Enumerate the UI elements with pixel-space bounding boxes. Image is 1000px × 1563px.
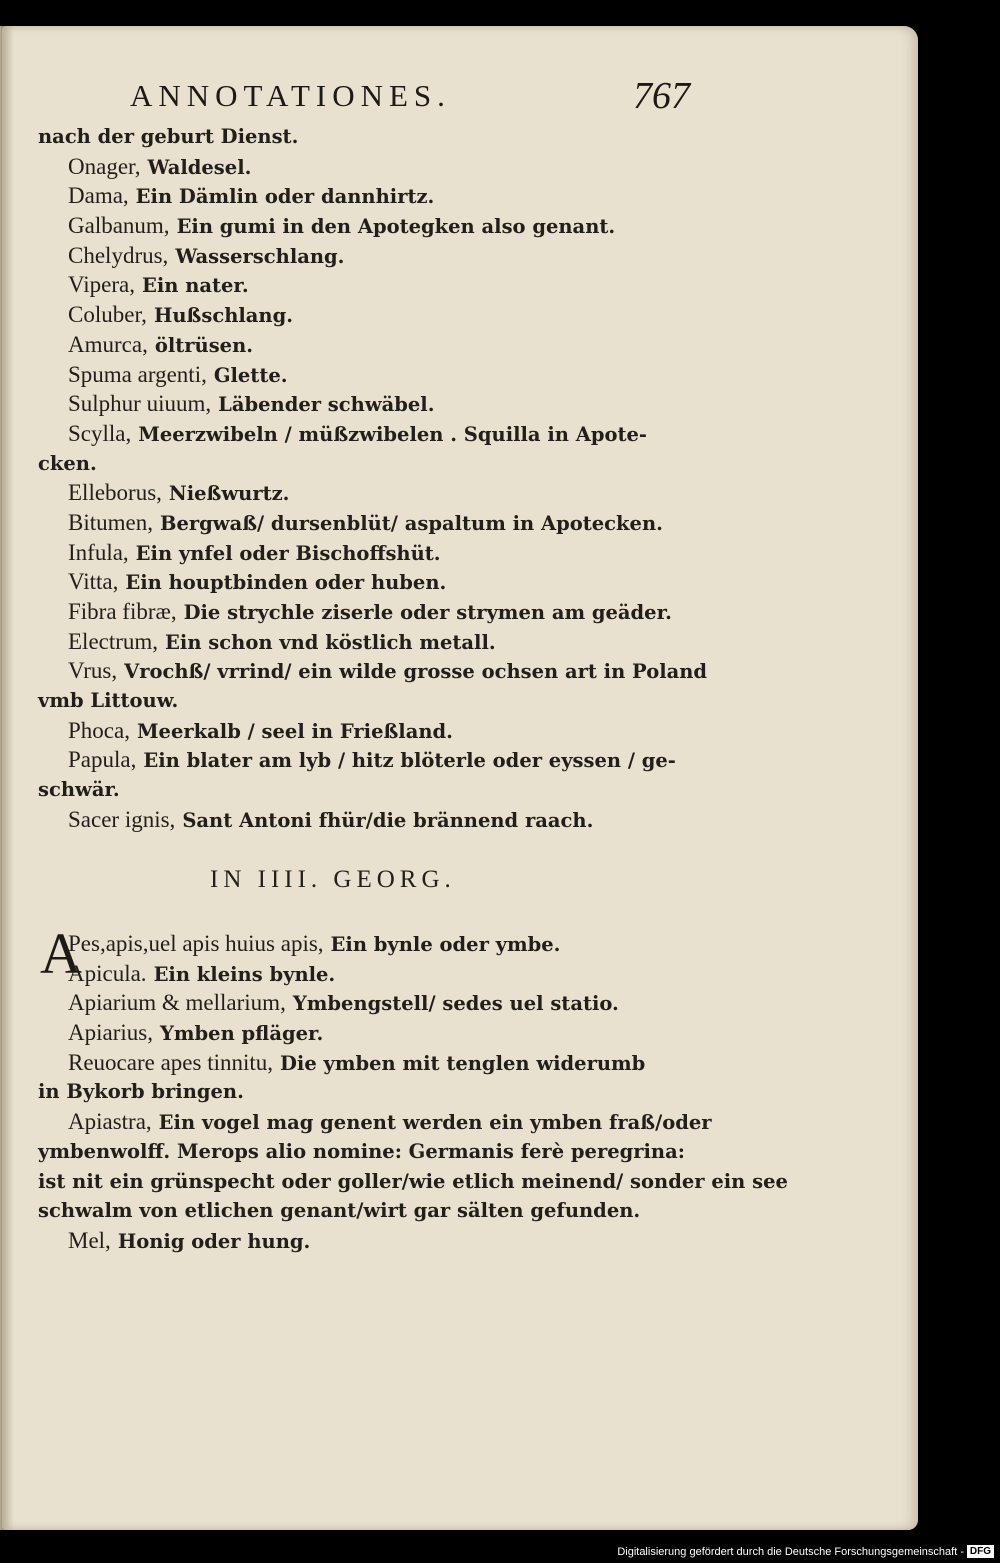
- latin-term: Mel,: [68, 1227, 111, 1253]
- glossary-line: [38, 419, 698, 449]
- glossary-line: [38, 686, 698, 716]
- latin-term: Bitumen,: [68, 509, 153, 535]
- latin-term: Chelydrus,: [68, 242, 169, 268]
- german-gloss: Vrochß/ vrrind/ ein wilde grosse ochsen art in Poland: [124, 660, 708, 684]
- latin-term: Sulphur uiuum,: [68, 391, 212, 417]
- glossary-line: [38, 478, 698, 508]
- german-gloss: ymbenwolff. Merops alio nomine: Germanis ferè peregrina:: [38, 1139, 685, 1163]
- latin-term: Elleborus,: [68, 480, 162, 506]
- glossary-line: [38, 1048, 698, 1078]
- glossary-line: [38, 508, 698, 538]
- glossary-line: [38, 1018, 698, 1048]
- german-gloss: öltrüsen.: [154, 333, 254, 357]
- german-gloss: Ein kleins bynle.: [153, 962, 336, 986]
- german-gloss: Ein Dämlin oder dannhirtz.: [135, 185, 435, 209]
- glossary-line: [38, 988, 698, 1018]
- german-gloss: Glette.: [213, 363, 288, 387]
- glossary-line: [38, 775, 698, 805]
- latin-term: Infula,: [68, 539, 129, 565]
- latin-term: Papula,: [68, 747, 137, 773]
- dfg-logo: DFG: [967, 1545, 994, 1558]
- german-gloss: nach der geburt Dienst.: [38, 125, 299, 148]
- latin-term: Vrus,: [68, 658, 118, 684]
- german-gloss: Ein gumi in den Apotegken also genant.: [176, 215, 616, 239]
- latin-term: Electrum,: [68, 628, 159, 654]
- glossary-line: [38, 360, 698, 390]
- german-gloss: Ein blater am lyb / hitz blöterle oder eyssen / ge-: [143, 749, 676, 773]
- digitization-credit: Digitalisierung gefördert durch die Deutsche Forschungsgemeinschaft -: [617, 1546, 964, 1558]
- glossary-line: [38, 1077, 698, 1107]
- german-gloss: schwär.: [38, 778, 120, 802]
- latin-term: Scylla,: [68, 420, 132, 446]
- german-gloss: Ein vogel mag genent werden ein ymben fraß/oder: [158, 1111, 712, 1135]
- glossary-line: [38, 449, 698, 479]
- german-gloss: schwalm von etlichen genant/wirt gar sälten gefunden.: [38, 1199, 641, 1223]
- latin-term: Vipera,: [68, 272, 135, 298]
- german-gloss: Waldesel.: [147, 155, 252, 179]
- glossary-line: [38, 1107, 712, 1137]
- latin-term: Apicula.: [68, 960, 147, 986]
- latin-term: Spuma argenti,: [68, 361, 207, 387]
- glossary-line: [38, 270, 698, 300]
- german-gloss: in Bykorb bringen.: [38, 1080, 244, 1104]
- section-heading: IN IIII. GEORG.: [210, 866, 456, 893]
- glossary-line: [38, 300, 698, 330]
- glossary-line: [38, 959, 698, 989]
- german-gloss: Die ymben mit tenglen widerumb: [280, 1051, 646, 1075]
- glossary-line: [38, 597, 698, 627]
- latin-term: Vitta,: [68, 569, 119, 595]
- glossary-line: [38, 1137, 698, 1167]
- german-gloss: Meerkalb / seel in Frießland.: [136, 719, 453, 743]
- glossary-line: [38, 152, 698, 182]
- german-gloss: ist nit ein grünspecht oder goller/wie etlich meinend/ sonder ein see: [38, 1169, 788, 1193]
- glossary-line: [38, 567, 698, 597]
- german-gloss: Bergwaß/ dursenblüt/ aspaltum in Apotecken.: [159, 511, 663, 535]
- latin-term: Dama,: [68, 183, 129, 209]
- german-gloss: Ein bynle oder ymbe.: [330, 933, 561, 956]
- german-gloss: Hußschlang.: [153, 304, 294, 328]
- latin-term: Apiastra,: [68, 1109, 152, 1135]
- glossary-line: [38, 627, 698, 657]
- glossary-line: [38, 122, 698, 152]
- latin-term: Phoca,: [68, 717, 130, 743]
- page-header: [130, 75, 690, 118]
- latin-term: Galbanum,: [68, 213, 170, 239]
- german-gloss: Ein schon vnd köstlich metall.: [165, 630, 496, 654]
- glossary-line: [38, 1196, 698, 1226]
- german-gloss: Meerzwibeln / müßzwibelen . Squilla in Apote-: [138, 422, 648, 446]
- glossary-entries-bottom: [38, 929, 788, 1256]
- german-gloss: Läbender schwäbel.: [218, 393, 435, 417]
- glossary-line: [38, 1167, 788, 1197]
- latin-term: Fibra fibræ,: [68, 599, 177, 624]
- glossary-line: [38, 241, 698, 271]
- glossary-line: [38, 211, 698, 241]
- glossary-line: [38, 389, 698, 419]
- german-gloss: Sant Antoni fhür/die brännend raach.: [182, 808, 594, 832]
- latin-term: Coluber,: [68, 302, 147, 328]
- latin-term: Sacer ignis,: [68, 806, 176, 832]
- glossary-line: [38, 538, 698, 568]
- glossary-line: [38, 656, 708, 686]
- glossary-line: [38, 330, 698, 360]
- german-gloss: Ein nater.: [141, 274, 249, 298]
- latin-term: Amurca,: [68, 331, 148, 357]
- german-gloss: Die strychle ziserle oder strymen am geäder.: [183, 601, 672, 624]
- latin-term: Pes,apis,uel apis huius apis,: [68, 931, 324, 956]
- german-gloss: Wasserschlang.: [175, 244, 345, 268]
- german-gloss: Ymben pfläger.: [159, 1022, 324, 1046]
- latin-term: Apiarius,: [68, 1020, 153, 1046]
- glossary-line: [38, 929, 698, 959]
- glossary-entries-top: [38, 122, 708, 835]
- glossary-line: [38, 181, 698, 211]
- german-gloss: Ein ynfel oder Bischoffshüt.: [135, 541, 441, 565]
- german-gloss: Nießwurtz.: [168, 482, 290, 506]
- german-gloss: Ein houptbinden oder huben.: [125, 571, 447, 595]
- german-gloss: vmb Littouw.: [38, 689, 179, 713]
- glossary-line: [38, 1226, 698, 1256]
- glossary-line: [38, 805, 698, 835]
- page-number: 767: [633, 75, 690, 117]
- german-gloss: Ymbengstell/ sedes uel statio.: [292, 992, 619, 1016]
- glossary-line: [38, 716, 698, 746]
- german-gloss: Honig oder hung.: [117, 1229, 311, 1253]
- german-gloss: cken.: [38, 451, 97, 475]
- latin-term: Onager,: [68, 153, 141, 179]
- page-binding-edge: [0, 26, 14, 1530]
- drop-capital: A: [40, 921, 82, 986]
- latin-term: Reuocare apes tinnitu,: [68, 1049, 274, 1075]
- latin-term: Apiarium & mellarium,: [68, 990, 286, 1016]
- glossary-line: [38, 745, 698, 775]
- running-title: ANNOTATIONES.: [130, 78, 451, 113]
